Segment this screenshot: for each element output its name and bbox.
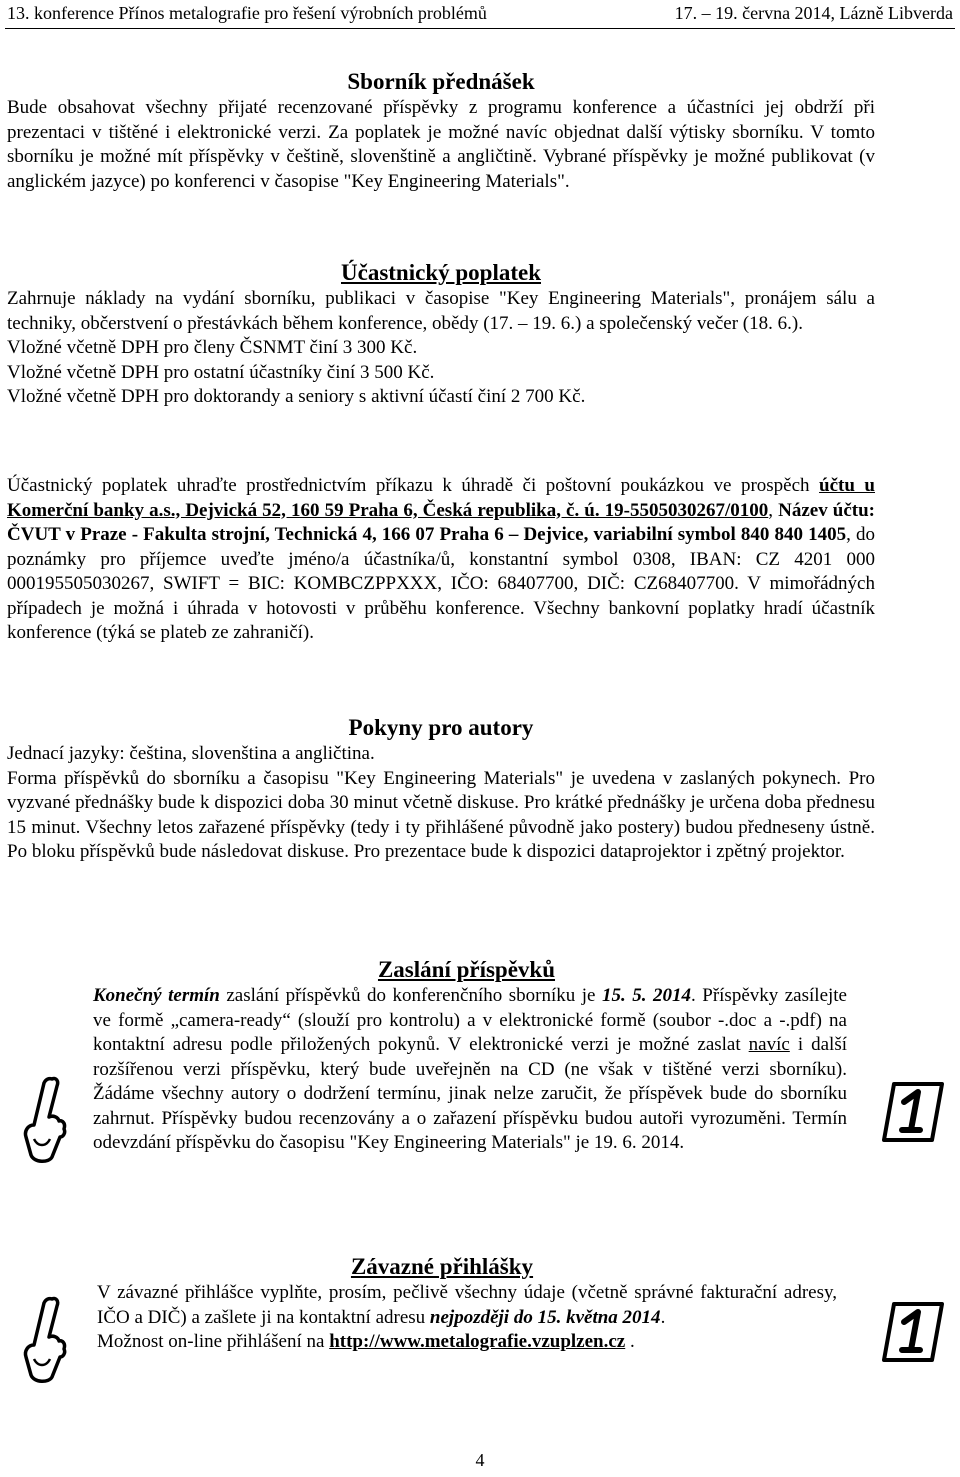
section-sbornik xyxy=(7,68,875,194)
deadline-label: Konečný termín xyxy=(93,985,220,1006)
sbornik-title: Sborník přednášek xyxy=(347,69,535,94)
online-line xyxy=(97,1330,837,1355)
pointing-hand-icon xyxy=(22,1295,68,1385)
fee-students: Vložné včetně DPH pro doktorandy a seniory s aktivní účastí činí 2 700 Kč. xyxy=(7,386,586,407)
prihlasky-title: Závazné přihlášky xyxy=(350,1254,534,1279)
online-label: Možnost on-line přihlášení na xyxy=(97,1331,330,1352)
prihlasky-text-2: . xyxy=(660,1306,666,1328)
pokyny-title: Pokyny pro autory xyxy=(348,715,534,740)
payment-text-3: , do poznámky pro příjemce uveďte jméno/a účastníka/ů, konstantní symbol 0308, IBAN: CZ 4201 000 000195505030267, SWIFT = BIC: KOMBCZPPXXX, IČO: 68407700, DIČ: CZ68407700. V mimořádných případech je možná i úhrada v hotovosti v průběhu konference. Všechny bankovní poplatky hradí účastník konference (týká se plateb ze zahraničí). xyxy=(7,524,876,643)
poplatek-title: Účastnický poplatek xyxy=(341,260,541,285)
section-platba xyxy=(7,474,875,646)
header-conference-title: 13. konference Přínos metalografie pro řešení výrobních problémů xyxy=(7,3,487,23)
section-prihlasky xyxy=(97,1253,837,1355)
online-end: . xyxy=(625,1331,635,1352)
deadline-date: 15. 5. 2014 xyxy=(601,985,691,1006)
prihlasky-text xyxy=(97,1281,837,1330)
registration-deadline: nejpozději do 15. května 2014 xyxy=(429,1306,661,1328)
fee-members: Vložné včetně DPH pro členy ČSNMT činí 3 300 Kč. xyxy=(7,337,418,358)
zaslani-text xyxy=(93,984,847,1156)
languages-line: Jednací jazyky: čeština, slovenština a angličtina. xyxy=(7,743,375,764)
payment-text-1: Účastnický poplatek uhraďte prostřednictvím příkazu k úhradě či poštovní poukázkou ve prospěch xyxy=(7,475,820,496)
registration-link[interactable]: http://www.metalografie.vzuplzen.cz xyxy=(329,1331,626,1352)
running-header xyxy=(5,0,955,26)
zaslani-text-3: i další rozšířenou verzi příspěvku, který bude uveřejněn na CD (ne však v tištěné verzi sborníku). Žádáme všechny autory o dodržení termínu, jinak nelze zaručit, že příspěvek bude do sborníku zahrnut. Příspěvky budou recenzovány a o zařazení příspěvku budou autoři vyrozuměni. Termín odevzdání příspěvku do časopisu "Key Engineering Materials" je 19. 6. 2014. xyxy=(93,1034,848,1153)
page-number: 4 xyxy=(475,1450,485,1470)
zaslani-title: Zaslání příspěvků xyxy=(377,957,556,982)
poplatek-text: Zahrnuje náklady na vydání sborníku, publikaci v časopise "Key Engineering Materials", pronájem sálu a techniky, občerstvení o přestávkách během konference, obědy (17. – 19. 6.) a společenský večer (18. 6.). xyxy=(7,288,875,334)
payment-text-2: , xyxy=(768,499,779,521)
section-zaslani xyxy=(93,956,847,1156)
zaslani-text-2: . Příspěvky zasílejte ve formě „camera-ready“ (slouží pro kontrolu) a v elektronické formě (soubor -.doc a -.pdf) na kontaktní adresu podle přiložených pokynů. V elektronické verzi je možné zaslat xyxy=(93,985,847,1055)
fee-others: Vložné včetně DPH pro ostatní účastníky činí 3 500 Kč. xyxy=(7,361,435,383)
number-one-icon xyxy=(880,1300,946,1364)
zaslani-text-1: zaslání příspěvků do konferenčního sborníku je xyxy=(219,985,602,1006)
header-rule xyxy=(5,28,955,29)
pokyny-text: Forma příspěvků do sborníku a časopisu "Key Engineering Materials" je uvedena v zaslaných pokynech. Pro vyzvané přednášky bude k dispozici doba 30 minut včetně diskuse. Pro krátké přednášky je určena doba přednesu 15 minut. Všechny letos zařazené příspěvky (tedy i ty přihlášené původně jako postery) budou předneseny ústně. Po bloku příspěvků bude následovat diskuse. Pro prezentace bude k dispozici dataprojektor i zpětný projektor. xyxy=(7,767,875,862)
header-date-place: 17. – 19. června 2014, Lázně Libverda xyxy=(674,3,953,23)
section-poplatek xyxy=(7,259,875,410)
navic-word: navíc xyxy=(748,1034,790,1055)
prihlasky-text-1: V závazné přihlášce vyplňte, prosím, pečlivě všechny údaje (včetně správné fakturační adresy, IČO a DIČ) a zašlete ji na kontaktní adresu xyxy=(97,1282,837,1328)
bank-account: účtu u Komerční banky a.s., Dejvická 52, 160 59 Praha 6, Česká republika, č. ú. 19-5505030267/0100 xyxy=(7,475,875,521)
account-name: Název účtu: ČVUT v Praze - Fakulta strojní, Technická 4, 166 07 Praha 6 – Dejvice, variabilní symbol 840 840 1405 xyxy=(7,499,876,545)
payment-text xyxy=(7,474,875,646)
pointing-hand-icon xyxy=(22,1075,68,1165)
sbornik-text: Bude obsahovat všechny přijaté recenzované příspěvky z programu konference a účastníci jej obdrží při prezentaci v tištěné i elektronické verzi. Za poplatek je možné navíc objednat další výtisky sborníku. V tomto sborníku je možné mít příspěvky v češtině, slovenštině a angličtině. Vybrané příspěvky je možné publikovat (v anglickém jazyce) po konferenci v časopise "Key Engineering Materials". xyxy=(7,97,875,192)
number-one-icon xyxy=(880,1080,946,1144)
section-pokyny xyxy=(7,714,875,865)
